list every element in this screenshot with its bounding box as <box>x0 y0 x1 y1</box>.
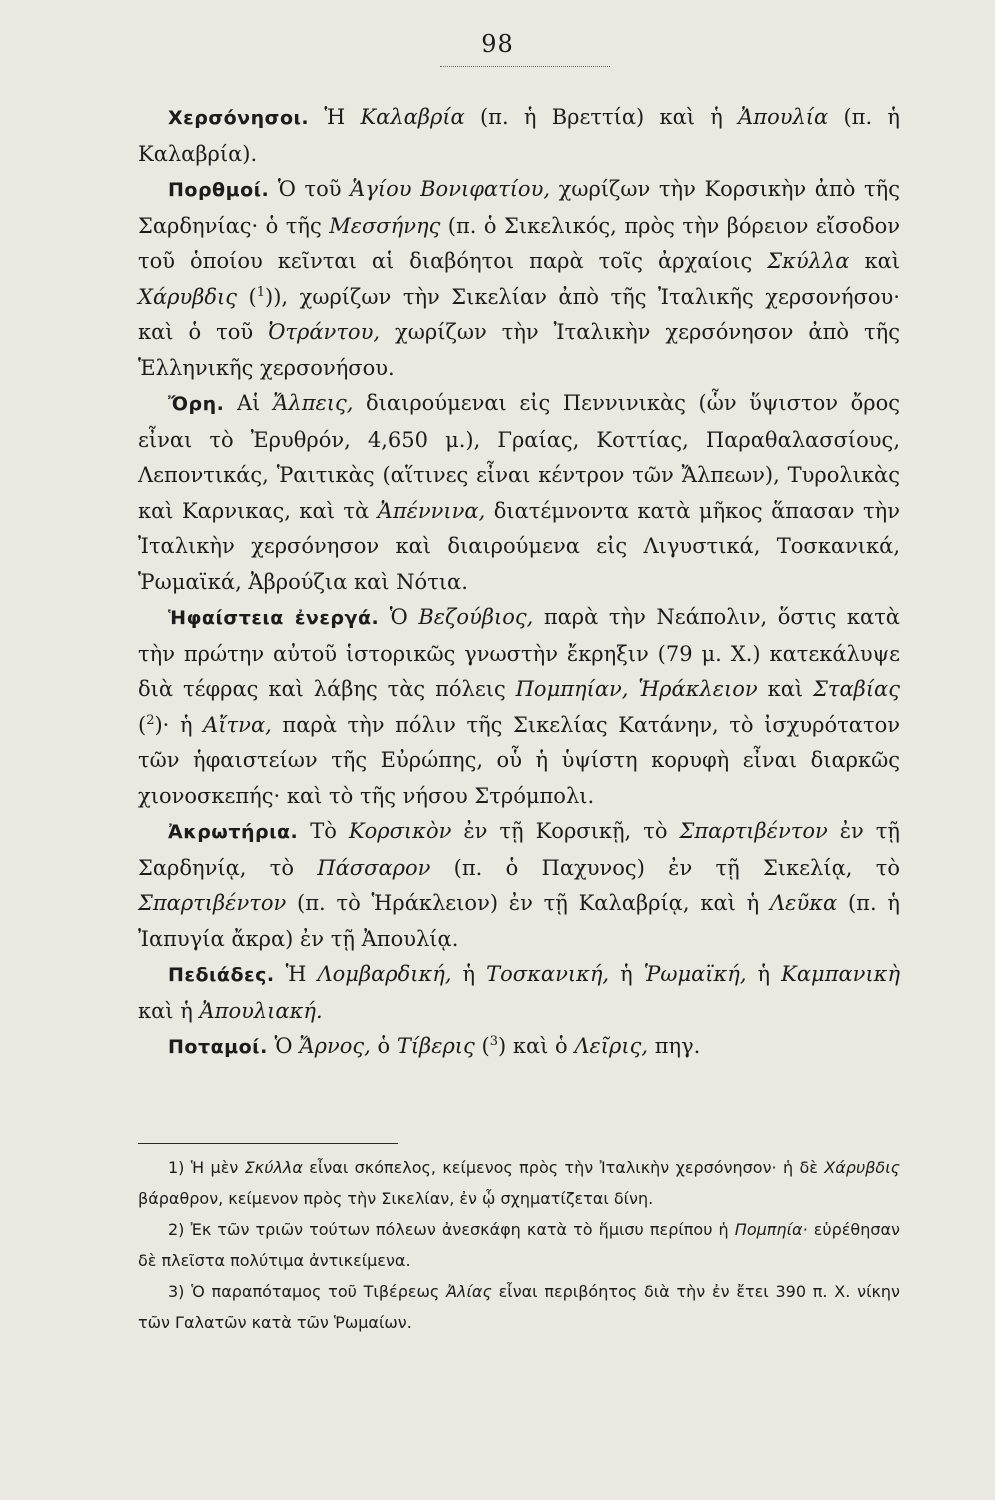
footnote-ref-1[interactable]: 1 <box>256 284 266 300</box>
italic-text: Σπαρτιβέντον <box>138 891 287 915</box>
italic-text: Πομπηίαν, Ἡράκλειον <box>515 677 758 701</box>
italic-text: Καλαβρία <box>360 105 465 129</box>
footnote-ref-3[interactable]: 3 <box>489 1034 498 1049</box>
italic-text: Χάρυβδις <box>138 284 238 309</box>
italic-text: Ἀπουλιακή. <box>199 998 323 1023</box>
italic-text: Πομπηία· <box>734 1220 808 1239</box>
text: διατέμνοντα κατὰ μῆκος ἅπασαν τὴν Ἰταλικὴν χερσόνησον καὶ διαιρούμενα εἰς Λιγυστικά, Τοσκανικά, Ῥωμαϊκά, Ἀβρούζια καὶ Νότια. <box>138 498 900 594</box>
heading-volcanoes: Ἡφαίστεια ἐνεργά. <box>168 607 380 629</box>
text: )), χωρίζων τὴν Σικελίαν ἀπὸ τῆς Ἰταλικῆς χερσονήσου· καὶ ὁ τοῦ <box>138 284 900 344</box>
footnote-ref-2[interactable]: 2 <box>146 712 155 728</box>
text: καὶ ἡ <box>138 998 200 1023</box>
heading-mountains: Ὄρη. <box>168 393 225 415</box>
italic-text: Ὀτράντου, <box>268 320 381 344</box>
text: (π. ὁ Παχυνος) ἐν τῇ Σικελίᾳ, τὸ <box>430 855 900 880</box>
text: εὑρέθησαν δὲ πλεῖστα πολύτιμα ἀντικείμενα. <box>138 1220 900 1270</box>
body-text <box>138 100 900 1066</box>
heading-peninsulas: Χερσόνησοι. <box>168 107 310 129</box>
heading-capes: Ἀκρωτήρια. <box>168 821 299 843</box>
text: ὁ <box>370 1034 397 1058</box>
text: πηγ. <box>648 1034 701 1058</box>
paragraph-volcanoes <box>138 600 900 814</box>
italic-text: Ἄλπεις, <box>272 391 354 415</box>
text: Ὁ τοῦ <box>269 177 351 201</box>
header-ornament-rule <box>440 66 610 67</box>
text: καὶ <box>849 249 901 273</box>
italic-text: Χάρυβδις <box>824 1158 901 1177</box>
text: )· ἡ <box>154 712 204 737</box>
footnote-separator <box>138 1143 398 1144</box>
italic-text: Ἀπέννινα, <box>377 498 486 523</box>
text: ἐν τῇ Σαρδηνίᾳ, τὸ <box>138 819 900 880</box>
footnotes <box>138 1152 900 1338</box>
heading-straits: Πορθμοί. <box>168 179 270 201</box>
footnote-1 <box>138 1152 900 1214</box>
paragraph-straits <box>138 172 900 386</box>
footnote-2 <box>138 1214 900 1276</box>
italic-text: Λεῦκα <box>770 891 838 915</box>
italic-text: Πάσσαρον <box>317 855 431 880</box>
italic-text: Λομβαρδική, <box>317 962 452 986</box>
text: 1) Ἡ μὲν <box>168 1158 245 1177</box>
text: ἡ <box>609 962 644 986</box>
text: Τὸ <box>298 819 349 843</box>
text: Ἡ <box>274 962 318 986</box>
text: (π. τὸ Ἡράκλειον) ἐν τῇ Καλαβρίᾳ, καὶ ἡ <box>286 891 771 915</box>
text: διαιρούμεναι εἰς Πεννινικὰς (ὧν ὕψιστον ὄρος εἶναι τὸ Ἐρυθρόν, 4,650 μ.), Γραίας, Κοττίας, Παραθαλασσίους, Λεποντικάς, Ῥαιτικὰς (αἵτινες εἶναι κέντρον τῶν Ἄλπεων), Τυρολικὰς καὶ Καρνικας, καὶ τὰ <box>138 391 901 523</box>
text: Ὁ <box>379 605 419 629</box>
text: Ὁ <box>267 1034 300 1058</box>
text: καὶ <box>757 677 814 701</box>
italic-text: Τίβερις <box>396 1034 475 1058</box>
text: (π. ἡ Καλαβρία). <box>138 105 900 166</box>
italic-text: Ἀπουλία <box>738 105 829 129</box>
text: ( <box>237 284 257 309</box>
text: βάραθρον, κείμενον πρὸς τὴν Σικελίαν, ἐν ᾧ σχηματίζεται δίνη. <box>138 1189 654 1208</box>
text: χωρίζων τὴν Κορσικὴν ἀπὸ τῆς Σαρδηνίας· ὁ τῆς <box>138 177 900 238</box>
text: ἡ <box>746 962 782 986</box>
text: ( <box>138 712 147 737</box>
paragraph-mountains <box>138 386 900 600</box>
italic-text: Ἄρνος, <box>299 1034 371 1058</box>
text: (π. ἡ Βρεττία) καὶ ἡ <box>464 105 739 129</box>
text: ( <box>474 1034 490 1058</box>
italic-text: Σπαρτιβέντον <box>679 819 828 843</box>
heading-plains: Πεδιάδες. <box>168 964 275 986</box>
italic-text: Ῥωμαϊκή, <box>643 962 747 986</box>
italic-text: Καμπανικὴ <box>781 962 901 986</box>
italic-text: Ἁγίου Βονιφατίου, <box>350 177 551 201</box>
italic-text: Αἴτνα, <box>203 712 272 737</box>
text: ἐν τῇ Κορσικῇ, τὸ <box>451 819 680 843</box>
italic-text: Σκύλλα <box>767 249 850 273</box>
text: Ἡ <box>309 105 361 129</box>
italic-text: Μεσσήνης <box>329 213 441 238</box>
text: 2) Ἐκ τῶν τριῶν τούτων πόλεων ἀνεσκάφη κατὰ τὸ ἥμισυ περίπου ἡ <box>168 1220 735 1239</box>
text: (π. ὁ Σικελικός, πρὸς τὴν βόρειον εἴσοδον τοῦ ὁποίου κεῖνται αἱ διαβόητοι παρὰ τοῖς ἀρχαίοις <box>138 213 900 273</box>
text: εἶναι σκόπελος, κείμενος πρὸς τὴν Ἰταλικὴν χερσόνησον· ἡ δὲ <box>302 1158 825 1177</box>
text: ) καὶ ὁ <box>497 1034 575 1058</box>
text: παρὰ τὴν πόλιν τῆς Σικελίας Κατάνην, τὸ ἰσχυρότατον τῶν ἡφαιστείων τῆς Εὐρώπης, οὗ ἡ ὑψίστη κορυφὴ εἶναι διαρκῶς χιονοσκεπής· καὶ τὸ τῆς νήσου Στρόμπολι. <box>138 712 900 808</box>
footnote-3 <box>138 1276 900 1338</box>
paragraph-rivers <box>138 1029 900 1066</box>
text: (π. ἡ Ἰαπυγία ἄκρα) ἐν τῇ Ἀπουλίᾳ. <box>138 891 900 951</box>
page-number: 98 <box>481 30 514 58</box>
italic-text: Τοσκανική, <box>486 962 610 986</box>
text: Αἱ <box>224 391 273 415</box>
italic-text: Λεῖρις, <box>574 1034 649 1058</box>
text: εἶναι περιβόητος διὰ τὴν ἐν ἔτει 390 π. Χ. νίκην τῶν Γαλατῶν κατὰ τῶν Ῥωμαίων. <box>138 1282 900 1332</box>
text: παρὰ τὴν Νεάπολιν, ὅστις κατὰ τὴν πρώτην αὐτοῦ ἱστορικῶς γνωστὴν ἔκρηξιν (79 μ. Χ.) κατεκάλυψε διὰ τέφρας καὶ λάβης τὰς πόλεις <box>138 605 900 701</box>
text: ἡ <box>451 962 487 986</box>
paragraph-plains <box>138 957 900 1029</box>
text: χωρίζων τὴν Ἰταλικὴν χερσόνησον ἀπὸ τῆς Ἑλληνικῆς χερσονήσου. <box>138 320 900 380</box>
italic-text: Ἀλίας <box>446 1282 492 1301</box>
italic-text: Βεζούβιος, <box>418 605 534 629</box>
text: 3) Ὁ παραπόταμος τοῦ Τιβέρεως <box>168 1282 447 1301</box>
paragraph-capes <box>138 814 900 957</box>
heading-rivers: Ποταμοί. <box>168 1036 268 1058</box>
italic-text: Κορσικὸν <box>348 819 452 843</box>
paragraph-peninsulas <box>138 100 900 172</box>
italic-text: Σταβίας <box>813 677 900 701</box>
italic-text: Σκύλλα <box>244 1158 303 1177</box>
